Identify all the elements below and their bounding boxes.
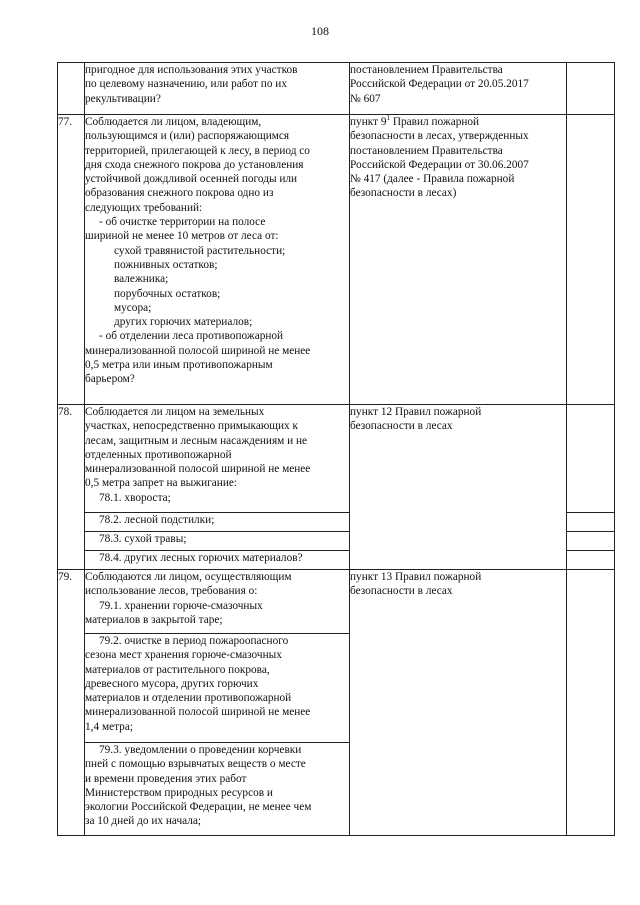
text-line: 0,5 метра запрет на выжигание: <box>85 477 238 490</box>
text-line: других горючих материалов; <box>114 316 253 329</box>
question-cell <box>85 634 350 743</box>
reference-cell <box>350 405 567 570</box>
reference-cell <box>350 570 567 836</box>
answer-cell[interactable] <box>567 551 615 570</box>
question-cell <box>85 63 350 115</box>
text-line: мусора; <box>114 301 152 314</box>
text-line: безопасности в лесах <box>350 585 453 598</box>
answer-cell[interactable] <box>567 405 615 513</box>
text-line: минерализованной полосой шириной не менее <box>85 706 311 719</box>
text-line: № 417 (далее - Правила пожарной <box>350 173 515 186</box>
text-line: 0,5 метра или иным противопожарным <box>85 359 273 372</box>
text-line: по целевому назначению, или работ по их <box>85 78 287 91</box>
text-line: 78.2. лесной подстилки; <box>99 514 215 526</box>
text-line: следующих требований: <box>85 201 203 214</box>
text-line: дня схода снежного покрова до установления <box>85 158 304 171</box>
text-line: безопасности в лесах <box>350 420 453 433</box>
text-line: № 607 <box>350 92 381 105</box>
text-line: безопасности в лесах) <box>350 187 457 200</box>
text-line <box>350 115 566 129</box>
text-line: отделенных противопожарной <box>85 448 232 461</box>
text-line: использование лесов, требования о: <box>85 585 258 598</box>
question-cell <box>85 532 350 551</box>
text-line: - об очистке территории на полосе <box>99 216 266 229</box>
text-line: Министерством природных ресурсов и <box>85 786 273 799</box>
table-row-78 <box>58 405 615 513</box>
question-cell <box>85 405 350 513</box>
row-number: 78. <box>58 405 85 570</box>
text-line: 78.1. хвороста; <box>99 491 171 504</box>
text-line: постановлением Правительства <box>350 144 503 157</box>
table-row-77 <box>58 115 615 405</box>
text-line: пункт 13 Правил пожарной <box>350 571 482 583</box>
question-cell <box>85 115 350 405</box>
text-line: безопасности в лесах, утвержденных <box>350 130 529 143</box>
reference-cell <box>350 63 567 115</box>
text-line: и времени проведения этих работ <box>85 772 247 785</box>
table-row-79 <box>58 570 615 634</box>
text-line: 79.3. уведомлении о проведении корчевки <box>99 744 302 756</box>
text-line: валежника; <box>114 273 169 286</box>
text-line: порубочных остатков; <box>114 287 221 300</box>
text-line: пользующимся и (или) распоряжающимся <box>85 130 290 143</box>
reference-suffix: Правил пожарной <box>390 116 480 128</box>
answer-cell[interactable] <box>567 570 615 836</box>
text-line: Соблюдаются ли лицом, осуществляющим <box>85 571 292 583</box>
text-line: Российской Федерации от 30.06.2007 <box>350 158 529 171</box>
text-line: материалов и отделении противопожарной <box>85 692 292 705</box>
text-line: материалов от растительного покрова, <box>85 663 270 676</box>
text-line: рекультивации? <box>85 92 161 105</box>
page-number: 108 <box>311 24 329 38</box>
text-line: минерализованной полосой шириной не менее <box>85 463 311 476</box>
text-line: устойчивой дождливой осенней погоды или <box>85 173 298 186</box>
superscript: 1 <box>386 115 390 123</box>
question-cell <box>85 551 350 570</box>
text-line: пней с помощью взрывчатых веществ о месте <box>85 758 306 771</box>
text-line: сухой травянистой растительности; <box>114 244 286 257</box>
question-cell <box>85 743 350 836</box>
text-line: сезона мест хранения горюче-смазочных <box>85 649 282 662</box>
text-line: Соблюдается ли лицом на земельных <box>85 406 265 418</box>
table-row-76-continuation <box>58 63 615 115</box>
text-line: экологии Российской Федерации, не менее чем <box>85 801 312 814</box>
text-line: - об отделении леса противопожарной <box>99 330 284 343</box>
text-line: пункт 12 Правил пожарной <box>350 406 482 418</box>
text-line: участках, непосредственно примыкающих к <box>85 420 298 433</box>
row-number-cell <box>58 63 85 115</box>
text-line: 1,4 метра; <box>85 720 133 733</box>
question-cell <box>85 570 350 634</box>
requirements-table <box>57 62 615 836</box>
text-line: Соблюдается ли лицом, владеющим, <box>85 116 262 128</box>
row-number: 77. <box>58 115 85 405</box>
answer-cell[interactable] <box>567 532 615 551</box>
answer-cell[interactable] <box>567 63 615 115</box>
text-line: 79.1. хранении горюче-смазочных <box>99 599 263 612</box>
text-line: минерализованной полосой шириной не менее <box>85 344 311 357</box>
row-number: 79. <box>58 570 85 836</box>
text-line: территорией, прилегающей к лесу, в период со <box>85 144 310 157</box>
text-line: лесам, защитным и лесным насаждениям и не <box>85 434 308 447</box>
text-line: пригодное для использования этих участков <box>85 64 298 76</box>
reference-cell <box>350 115 567 405</box>
question-cell <box>85 513 350 532</box>
text-line: пожнивных остатков; <box>114 258 218 271</box>
text-line: образования снежного покрова одно из <box>85 187 274 200</box>
text-line: материалов в закрытой таре; <box>85 613 223 626</box>
text-line: 78.4. других лесных горючих материалов? <box>99 552 303 564</box>
text-line: 79.2. очистке в период пожароопасного <box>99 635 289 647</box>
text-line: за 10 дней до их начала; <box>85 815 202 828</box>
answer-cell[interactable] <box>567 115 615 405</box>
text-line: барьером? <box>85 373 135 386</box>
text-line: древесного мусора, других горючих <box>85 677 259 690</box>
text-line: 78.3. сухой травы; <box>99 533 187 545</box>
text-line: Российской Федерации от 20.05.2017 <box>350 78 529 91</box>
answer-cell[interactable] <box>567 513 615 532</box>
reference-prefix: пункт 9 <box>350 116 387 128</box>
text-line: шириной не менее 10 метров от леса от: <box>85 230 279 243</box>
text-line: постановлением Правительства <box>350 64 503 76</box>
